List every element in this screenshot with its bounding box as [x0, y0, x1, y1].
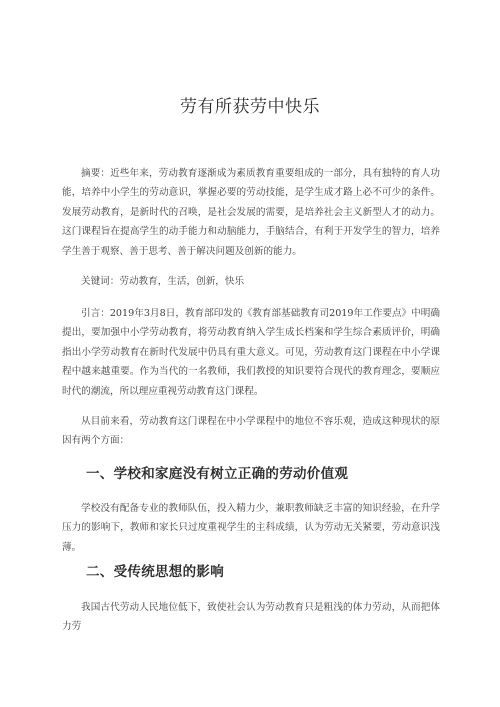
- abstract-paragraph: 摘要：近些年来，劳动教育逐渐成为素质教育重要组成的一部分，具有独特的育人功能，培养中小学生的劳动意识，掌握必要的劳动技能，是学生成才路上必不可少的条件。发展劳动教育，是新时代的召唤，是社会发展的需要，是培养社会主义新型人才的动力。这门课程旨在提高学生的动手能力和动脑能力，手脑结合，有利于开发学生的智力，培养学生善于观察、善于思考、善于解决问题及创新的能力。: [62, 168, 440, 257]
- section-1-body: 学校没有配备专业的教师队伍，投入精力少，兼职教师缺乏丰富的知识经验，在升学压力的影响下，教师和家长只过度重视学生的主科成绩，认为劳动无关紧要，劳动意识浅薄。: [62, 503, 440, 553]
- document-title: 劳有所获劳中快乐: [180, 97, 320, 117]
- section-1-heading: 一、学校和家庭没有树立正确的劳动价值观: [86, 466, 349, 482]
- keywords-paragraph: 关键词：劳动教育，生活，创新，快乐: [81, 276, 245, 287]
- intro-paragraph: 引言：2019年3月8日，教育部印发的《教育部基础教育司2019年工作要点》中明确提出，要加强中小学劳动教育，将劳动教育纳入学生成长档案和学生综合素质评价，明确指出小学劳动教育在新时代发展中仍具有重大意义。可见，劳动教育这门课程在中小学课程中越来越重要。作为当代的一名教师，我们教授的知识要符合现代的教育理念，要顺应时代的潮流，所以理应重视劳动教育这门课程。: [62, 308, 440, 397]
- section-2-body: 我国古代劳动人民地位低下，致使社会认为劳动教育只是粗浅的体力劳动，从而把体力劳: [62, 602, 440, 633]
- section-2-heading: 二、受传统思想的影响: [86, 564, 224, 580]
- context-paragraph: 从目前来看，劳动教育这门课程在中小学课程中的地位不容乐观，造成这种现状的原因有两个方面：: [62, 416, 440, 447]
